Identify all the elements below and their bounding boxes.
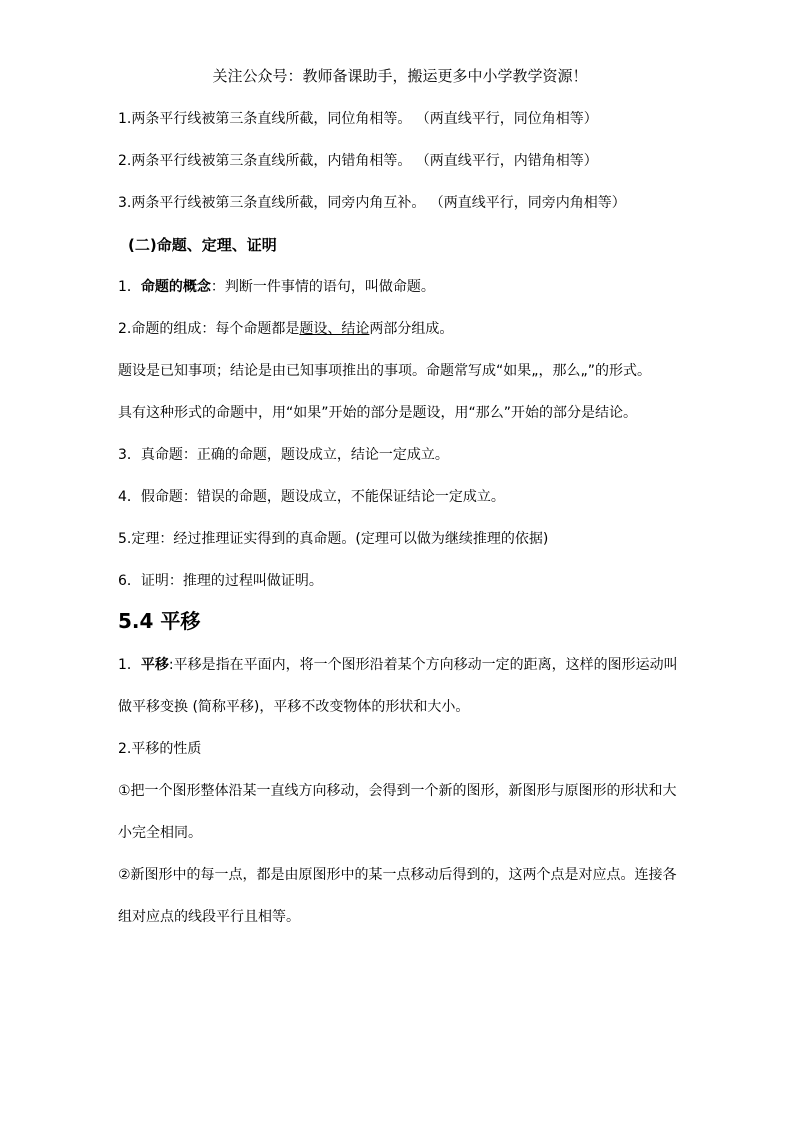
translation-definition-line-2: 做平移变换 (简称平移)，平移不改变物体的形状和大小。: [118, 699, 470, 715]
subsection-title: (二)命题、定理、证明: [128, 236, 277, 254]
proposition-explanation-1: 题设是已知事项；结论是由已知事项推出的事项。命题常写成“如果„，那么„”的形式。: [118, 363, 652, 379]
proposition-composition-prefix: 2.命题的组成：每个命题都是: [118, 321, 300, 337]
page-header-banner: 关注公众号：教师备课助手，搬运更多中小学教学资源！: [212, 67, 588, 85]
proof-definition: 6．证明：推理的过程叫做证明。: [118, 573, 323, 589]
proposition-composition-underlined: 题设、结论: [299, 321, 370, 337]
true-proposition: 3．真命题：正确的命题，题设成立，结论一定成立。: [118, 447, 449, 463]
false-proposition: 4．假命题：错误的命题，题设成立，不能保证结论一定成立。: [118, 489, 505, 505]
proposition-concept-number: 1．: [118, 279, 141, 295]
section-title: 5.4 平移: [118, 609, 201, 633]
translation-definition-line-1: [118, 655, 678, 675]
proposition-explanation-2: 具有这种形式的命题中，用“如果”开始的部分是题设，用“那么”开始的部分是结论。: [118, 405, 638, 421]
translation-property-2-line-1: ②新图形中的每一点，都是由原图形中的某一点移动后得到的，这两个点是对应点。连接各: [118, 867, 677, 883]
translation-property-1-line-2: 小完全相同。: [118, 825, 202, 841]
translation-property-2-line-2: 组对应点的线段平行且相等。: [118, 909, 300, 925]
proposition-composition: [118, 319, 453, 339]
translation-definition-text: :平移是指在平面内，将一个图形沿着某个方向移动一定的距离，这样的图形运动叫: [168, 657, 678, 673]
theorem-definition: 5.定理：经过推理证实得到的真命题。(定理可以做为继续推理的依据): [118, 531, 549, 547]
translation-property-1-line-1: ①把一个图形整体沿某一直线方向移动，会得到一个新的图形，新图形与原图形的形状和大: [118, 783, 677, 799]
proposition-concept-term: 命题的概念: [140, 279, 211, 295]
proposition-concept: [118, 277, 435, 297]
translation-definition-number: 1．: [118, 657, 141, 673]
translation-properties-title: 2.平移的性质: [118, 741, 202, 757]
translation-definition-term: 平移: [140, 657, 169, 673]
parallel-property-3: 3.两条平行线被第三条直线所截，同旁内角互补。 （两直线平行，同旁内角相等）: [118, 195, 626, 211]
parallel-property-1: 1.两条平行线被第三条直线所截，同位角相等。 （两直线平行，同位角相等）: [118, 111, 598, 127]
parallel-property-2: 2.两条平行线被第三条直线所截，内错角相等。 （两直线平行，内错角相等）: [118, 153, 598, 169]
proposition-composition-suffix: 两部分组成。: [369, 321, 454, 337]
proposition-concept-text: ：判断一件事情的语句，叫做命题。: [210, 279, 435, 295]
